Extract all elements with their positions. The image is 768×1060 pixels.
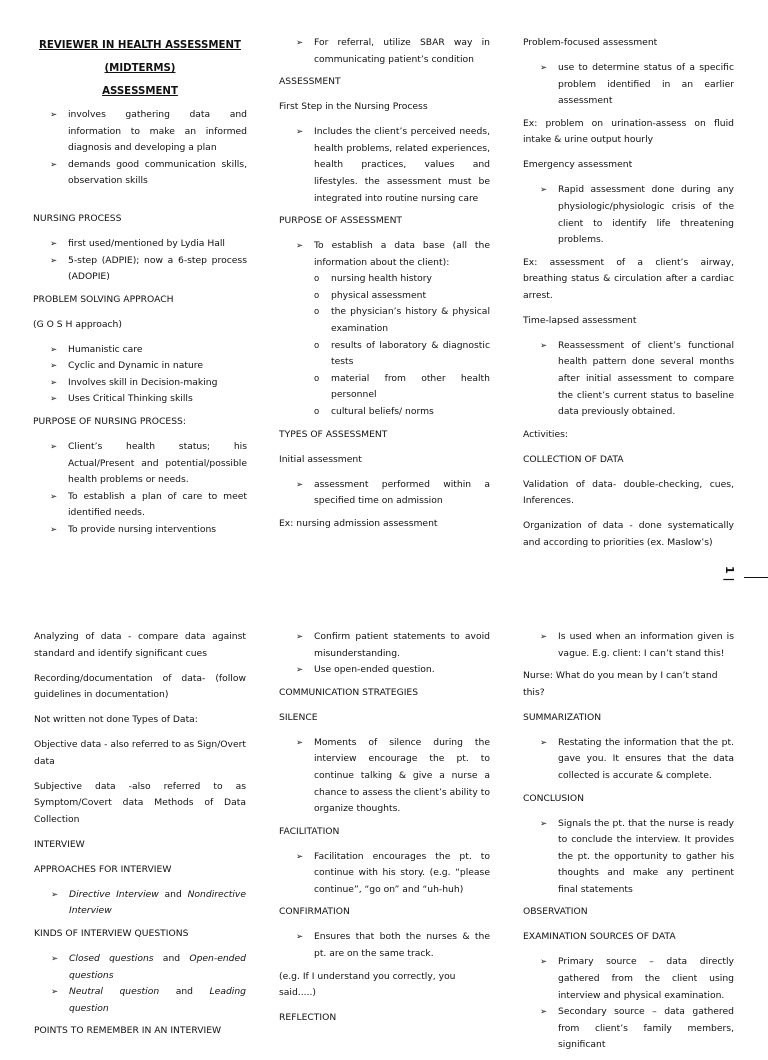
- page2-column-2: [279, 629, 490, 1035]
- section-heading-conclusion: CONCLUSION: [523, 792, 584, 804]
- kinds-bullet-list: [34, 951, 246, 1017]
- sources-bullet-list: [523, 954, 734, 1054]
- emergency-bullet-list: [523, 182, 734, 248]
- list-item: [34, 887, 246, 920]
- sbar-bullet-list: [279, 35, 490, 68]
- page1-column-2: [279, 35, 490, 541]
- list-item: ➢ To establish a data base (all the information about the client):: [279, 238, 490, 271]
- list-item: ➢ first used/mentioned by Lydia Hall: [33, 236, 247, 253]
- emergency-example: Ex: assessment of a client’s airway, breathing status & circulation after a cardiac arrest.: [523, 256, 734, 301]
- conjunction: and: [158, 888, 188, 900]
- first-step-bullet-list: [279, 124, 490, 207]
- section-heading-assessment: ASSESSMENT: [279, 76, 341, 88]
- list-item: o results of laboratory & diagnostic tests: [279, 338, 490, 371]
- list-item: o cultural beliefs/ norms: [279, 404, 490, 421]
- nurse-example: Nurse: What do you mean by I can’t stand this?: [523, 670, 718, 698]
- section-heading-kinds-questions: KINDS OF INTERVIEW QUESTIONS: [34, 928, 189, 940]
- purpose-assessment-bullet-list: [279, 238, 490, 271]
- interview-points-bullet-list: [279, 629, 490, 679]
- initial-assessment-bullet-list: [279, 477, 490, 510]
- section-heading-silence: SILENCE: [279, 711, 318, 723]
- open-ended-questions: Open-ended questions: [69, 953, 246, 981]
- closed-questions: Closed questions: [69, 953, 154, 965]
- list-item: [34, 951, 246, 984]
- directive-interview: Directive Interview: [69, 888, 159, 900]
- summarization-bullet-list: [523, 735, 734, 785]
- gosh-approach: (G O S H approach): [33, 318, 122, 330]
- subjective-data: Subjective data -also referred to as Symptom/Covert data Methods of Data Collection: [34, 780, 246, 825]
- section-heading-approaches: APPROACHES FOR INTERVIEW: [34, 863, 172, 875]
- problem-solving-bullet-list: [33, 342, 247, 408]
- problem-focused-example: Ex: problem on urination-assess on fluid intake & urine output hourly: [523, 117, 734, 146]
- section-heading-points: POINTS TO REMEMBER IN AN INTERVIEW: [34, 1025, 222, 1037]
- list-item: ➢ Confirm patient statements to avoid misunderstanding.: [279, 629, 490, 662]
- list-item: o nursing health history: [279, 271, 490, 288]
- list-item: ➢ Signals the pt. that the nurse is ready to conclude the interview. It provides the pt. the opportunity to gather his thoughts and make any pertinent final statements: [523, 816, 734, 899]
- validation-of-data: Validation of data- double-checking, cues, Inferences.: [523, 478, 734, 507]
- section-heading-confirmation: CONFIRMATION: [279, 906, 350, 918]
- page-number: 1 |: [723, 566, 736, 582]
- first-step-label: First Step in the Nursing Process: [279, 101, 428, 113]
- list-item: ➢ Reassessment of client’s functional health pattern done several months after initial assessment to compare the client’s current status to baseline data previously obtained.: [523, 338, 734, 421]
- section-heading-purpose-nursing-process: PURPOSE OF NURSING PROCESS:: [33, 416, 186, 428]
- page2-column-3: [523, 629, 734, 1060]
- section-heading-summarization: SUMMARIZATION: [523, 711, 602, 723]
- collection-of-data: COLLECTION OF DATA: [523, 453, 624, 465]
- document-subtitle: (MIDTERMS): [104, 63, 176, 74]
- reflection-bullet-list: [523, 629, 734, 662]
- page2-column-1: [34, 629, 246, 1048]
- assessment-bullet-list: [33, 107, 247, 190]
- list-item: ➢ Is used when an information given is vague. E.g. client: I can’t stand this!: [523, 629, 734, 662]
- activities-label: Activities:: [523, 428, 569, 440]
- list-item: ➢ Humanistic care: [33, 342, 247, 359]
- section-heading-reflection: REFLECTION: [279, 1012, 337, 1024]
- list-item: ➢ Cyclic and Dynamic in nature: [33, 358, 247, 375]
- confirmation-bullet-list: [279, 929, 490, 962]
- list-item: ➢ 5-step (ADPIE); now a 6-step process (ADOPIE): [33, 253, 247, 286]
- list-item: ➢ Ensures that both the nurses & the pt. are on the same track.: [279, 929, 490, 962]
- confirmation-example: (e.g. If I understand you correctly, you said.....): [279, 970, 456, 999]
- document-title: REVIEWER IN HEALTH ASSESSMENT: [39, 40, 241, 51]
- conjunction: and: [159, 986, 210, 998]
- section-heading-facilitation: FACILITATION: [279, 825, 340, 837]
- list-item: ➢ Use open-ended question.: [279, 662, 490, 679]
- list-item: ➢ Includes the client’s perceived needs, health problems, related experiences, health practices, values and lifestyles. the assessment must be integrated into routine nursing care: [279, 124, 490, 207]
- silence-bullet-list: [279, 735, 490, 818]
- approaches-bullet-list: [34, 887, 246, 920]
- types-of-data: Not written not done Types of Data:: [34, 714, 198, 726]
- leading-question: Leading question: [69, 986, 246, 1014]
- nondirective-interview: Nondirective Interview: [69, 888, 246, 917]
- list-item: ➢ For referral, utilize SBAR way in communicating patient’s condition: [279, 35, 490, 68]
- section-heading-nursing-process: NURSING PROCESS: [33, 212, 122, 224]
- problem-focused-bullet-list: [523, 60, 734, 110]
- list-item: ➢ Involves skill in Decision-making: [33, 375, 247, 392]
- list-item: ➢ Facilitation encourages the pt. to continue with his story. (e.g. “please continue”, “go on” and “uh-huh): [279, 849, 490, 899]
- purpose-nursing-process-bullet-list: [33, 439, 247, 539]
- section-heading-purpose-assessment: PURPOSE OF ASSESSMENT: [279, 215, 403, 227]
- list-item: ➢ To provide nursing interventions: [33, 522, 247, 539]
- conclusion-bullet-list: [523, 816, 734, 899]
- list-item: o physical assessment: [279, 288, 490, 305]
- page1-column-1: [33, 34, 247, 545]
- section-heading-communication: COMMUNICATION STRATEGIES: [279, 686, 419, 698]
- initial-assessment-example: Ex: nursing admission assessment: [279, 517, 438, 529]
- section-heading-observation: OBSERVATION: [523, 906, 588, 918]
- list-item: ➢ To establish a plan of care to meet identified needs.: [33, 489, 247, 522]
- list-item: ➢ use to determine status of a specific problem identified in an earlier assessment: [523, 60, 734, 110]
- list-item: [34, 984, 246, 1017]
- list-item: ➢ Rapid assessment done during any physiologic/physiologic crisis of the client to identify life threatening problems.: [523, 182, 734, 248]
- section-heading-examination-sources: EXAMINATION SOURCES OF DATA: [523, 931, 676, 943]
- list-item: o the physician’s history & physical examination: [279, 304, 490, 337]
- emergency-assessment-label: Emergency assessment: [523, 159, 633, 171]
- problem-focused-label: Problem-focused assessment: [523, 37, 658, 48]
- initial-assessment-label: Initial assessment: [279, 453, 362, 465]
- neutral-question: Neutral question: [69, 986, 160, 998]
- list-item: ➢ Secondary source – data gathered from client’s family members, significant: [523, 1004, 734, 1054]
- document-page-2: [0, 618, 768, 1051]
- analyzing-of-data: Analyzing of data - compare data against standard and identify significant cues: [34, 631, 246, 659]
- list-item: ➢ Client’s health status; his Actual/Present and potential/possible health problems or needs.: [33, 439, 247, 489]
- page-number-rule: [744, 577, 768, 578]
- organization-of-data: Organization of data - done systematically and according to priorities (ex. Maslow’s): [523, 520, 734, 548]
- page1-column-3: [523, 35, 734, 560]
- database-sub-list: [279, 271, 490, 420]
- list-item: ➢ involves gathering data and information to make an informed diagnosis and developing a plan: [33, 107, 247, 157]
- conjunction: and: [153, 953, 190, 965]
- time-lapsed-label: Time-lapsed assessment: [523, 314, 637, 326]
- section-heading-types-assessment: TYPES OF ASSESSMENT: [279, 428, 388, 440]
- list-item: o material from other health personnel: [279, 371, 490, 404]
- list-item: ➢ Restating the information that the pt. gave you. It ensures that the data collected is accurate & complete.: [523, 735, 734, 785]
- section-heading-interview: INTERVIEW: [34, 838, 85, 850]
- nursing-process-bullet-list: [33, 236, 247, 286]
- list-item: ➢ assessment performed within a specified time on admission: [279, 477, 490, 510]
- facilitation-bullet-list: [279, 849, 490, 899]
- objective-data: Objective data - also referred to as Sign/Overt data: [34, 739, 246, 767]
- list-item: ➢ demands good communication skills, observation skills: [33, 157, 247, 190]
- section-heading-problem-solving: PROBLEM SOLVING APPROACH: [33, 293, 174, 305]
- list-item: ➢ Uses Critical Thinking skills: [33, 391, 247, 408]
- recording-of-data: Recording/documentation of data- (follow guidelines in documentation): [34, 672, 246, 701]
- time-lapsed-bullet-list: [523, 338, 734, 421]
- list-item: ➢ Moments of silence during the interview encourage the pt. to continue talking & give a nurse a chance to assess the client’s ability to organize thoughts.: [279, 735, 490, 818]
- section-heading-assessment: ASSESSMENT: [102, 86, 178, 97]
- list-item: ➢ Primary source – data directly gathered from the client using interview and physical examination.: [523, 954, 734, 1004]
